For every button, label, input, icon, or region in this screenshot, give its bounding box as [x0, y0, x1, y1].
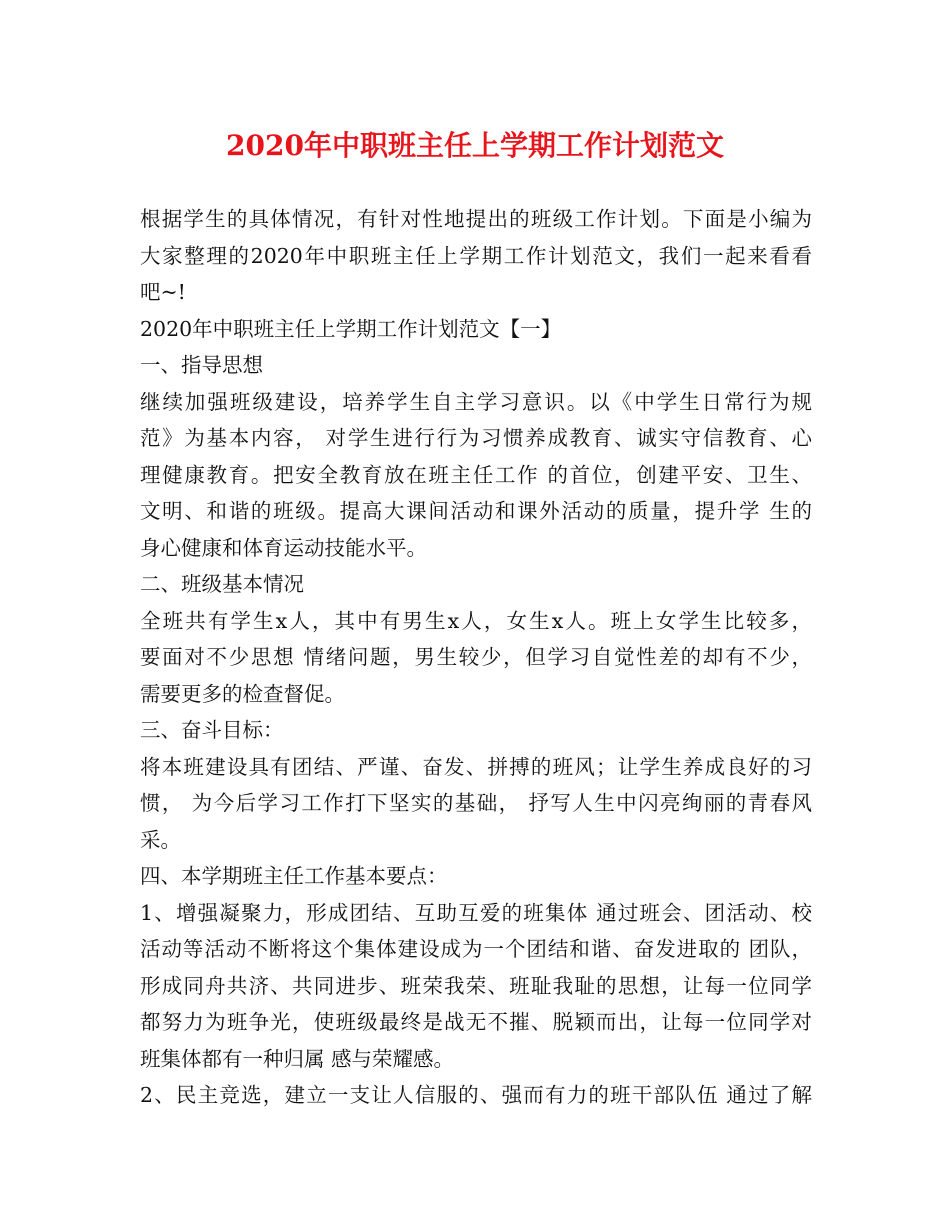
- paragraph-line: 大家整理的2020年中职班主任上学期工作计划范文，我们一起来看看: [140, 243, 812, 268]
- paragraph-line: 继续加强班级建设，培养学生自主学习意识。以《中学生日常行为规: [140, 389, 812, 414]
- paragraph-line: 2、民主竞选，建立一支让人信服的、强而有力的班干部队伍 通过了解: [140, 1083, 812, 1107]
- section-heading: 二、班级基本情况: [140, 572, 304, 596]
- section-heading: 一、指导思想: [140, 353, 263, 377]
- paragraph-line: 范》为基本内容， 对学生进行行为习惯养成教育、诚实守信教育、心: [140, 426, 812, 450]
- paragraph-line: 全班共有学生x人，其中有男生x人，女生x人。班上女学生比较多，: [140, 608, 812, 633]
- paragraph-line: 根据学生的具体情况，有针对性地提出的班级工作计划。下面是小编为: [140, 207, 812, 231]
- paragraph-line: 惯， 为今后学习工作打下坚实的基础， 抒写人生中闪亮绚丽的青春风: [140, 791, 812, 815]
- paragraph-line: 1、增强凝聚力，形成团结、互助互爱的班集体 通过班会、团活动、校: [140, 900, 812, 925]
- document-body: [140, 201, 812, 1114]
- section-heading: 四、本学期班主任工作基本要点：: [140, 864, 448, 888]
- paragraph-line: 要面对不少思想 情绪问题，男生较少，但学习自觉性差的却有不少，: [140, 645, 812, 669]
- paragraph-line: 文明、和谐的班级。提高大课间活动和课外活动的质量，提升学 生的: [140, 499, 812, 523]
- section-heading: 三、奋斗目标：: [140, 718, 284, 742]
- paragraph-line: 身心健康和体育运动技能水平。: [140, 535, 427, 560]
- paragraph-line: 吧~!: [140, 280, 186, 304]
- paragraph-line: 都努力为班争光，使班级最终是战无不摧、脱颖而出，让每一位同学对: [140, 1010, 812, 1034]
- paragraph-line: 将本班建设具有团结、严谨、奋发、拼搏的班风；让学生养成良好的习: [140, 754, 812, 779]
- section-heading: 2020年中职班主任上学期工作计划范文【一】: [140, 316, 562, 341]
- paragraph-line: 形成同舟共济、共同进步、班荣我荣、班耻我耻的思想，让每一位同学: [140, 973, 812, 998]
- paragraph-line: 需要更多的检查督促。: [140, 681, 345, 706]
- document-title: 2020年中职班主任上学期工作计划范文: [226, 129, 724, 162]
- paragraph-line: 采。: [140, 827, 181, 852]
- paragraph-line: 班集体都有一种归属 感与荣耀感。: [140, 1046, 455, 1071]
- paragraph-line: 理健康教育。把安全教育放在班主任工作 的首位，创建平安、卫生、: [140, 462, 812, 487]
- paragraph-line: 活动等活动不断将这个集体建设成为一个团结和谐、奋发进取的 团队，: [140, 937, 812, 961]
